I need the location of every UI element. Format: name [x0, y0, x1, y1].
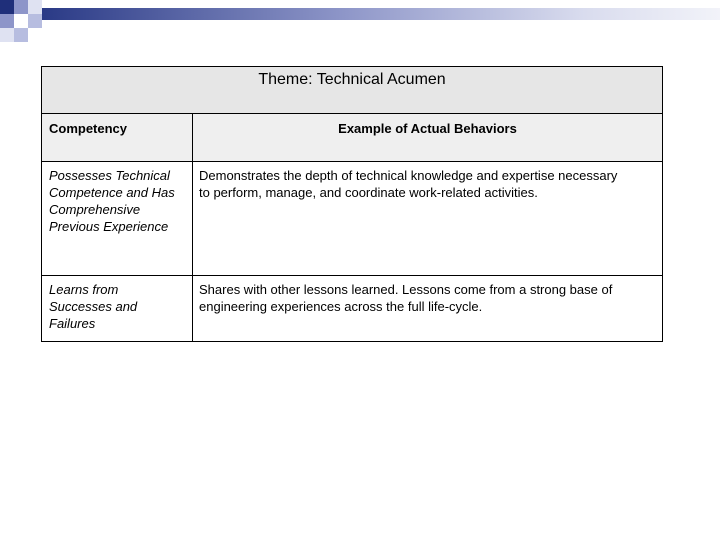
header-row	[42, 114, 663, 162]
competency-line: Learns from	[49, 282, 119, 297]
competency-line: Possesses Technical	[49, 168, 170, 183]
behaviors-table	[41, 66, 663, 342]
competency-cell	[42, 276, 193, 342]
theme-title: Theme: Technical Acumen	[42, 67, 663, 114]
corner-square	[14, 14, 28, 28]
competency-line: Previous Experience	[49, 219, 169, 234]
title-gradient-bar	[42, 8, 720, 20]
behavior-line: Shares with other lessons learned. Lessons come from a strong base of	[199, 282, 613, 297]
competency-line: Competence and Has	[49, 185, 175, 200]
competency-cell	[42, 162, 193, 276]
corner-square	[0, 14, 14, 28]
competency-line: Successes and	[49, 299, 138, 314]
behavior-cell	[193, 276, 663, 342]
corner-square-dark	[0, 0, 14, 14]
competency-line: Failures	[49, 316, 96, 331]
corner-square	[0, 28, 14, 42]
theme-row	[42, 67, 663, 114]
competency-header: Competency	[42, 114, 193, 162]
behavior-cell	[193, 162, 663, 276]
corner-square	[28, 0, 42, 14]
examples-header: Example of Actual Behaviors	[193, 114, 663, 162]
behavior-line: Demonstrates the depth of technical knowledge and expertise necessary	[199, 168, 618, 183]
table-row	[42, 276, 663, 342]
competency-line: Comprehensive	[49, 202, 141, 217]
behavior-line: engineering experiences across the full life-cycle.	[199, 299, 483, 314]
corner-square	[14, 28, 28, 42]
corner-square	[28, 28, 42, 42]
table-row	[42, 162, 663, 276]
behavior-line: to perform, manage, and coordinate work-related activities.	[199, 185, 538, 200]
corner-square	[28, 14, 42, 28]
corner-square	[14, 0, 28, 14]
